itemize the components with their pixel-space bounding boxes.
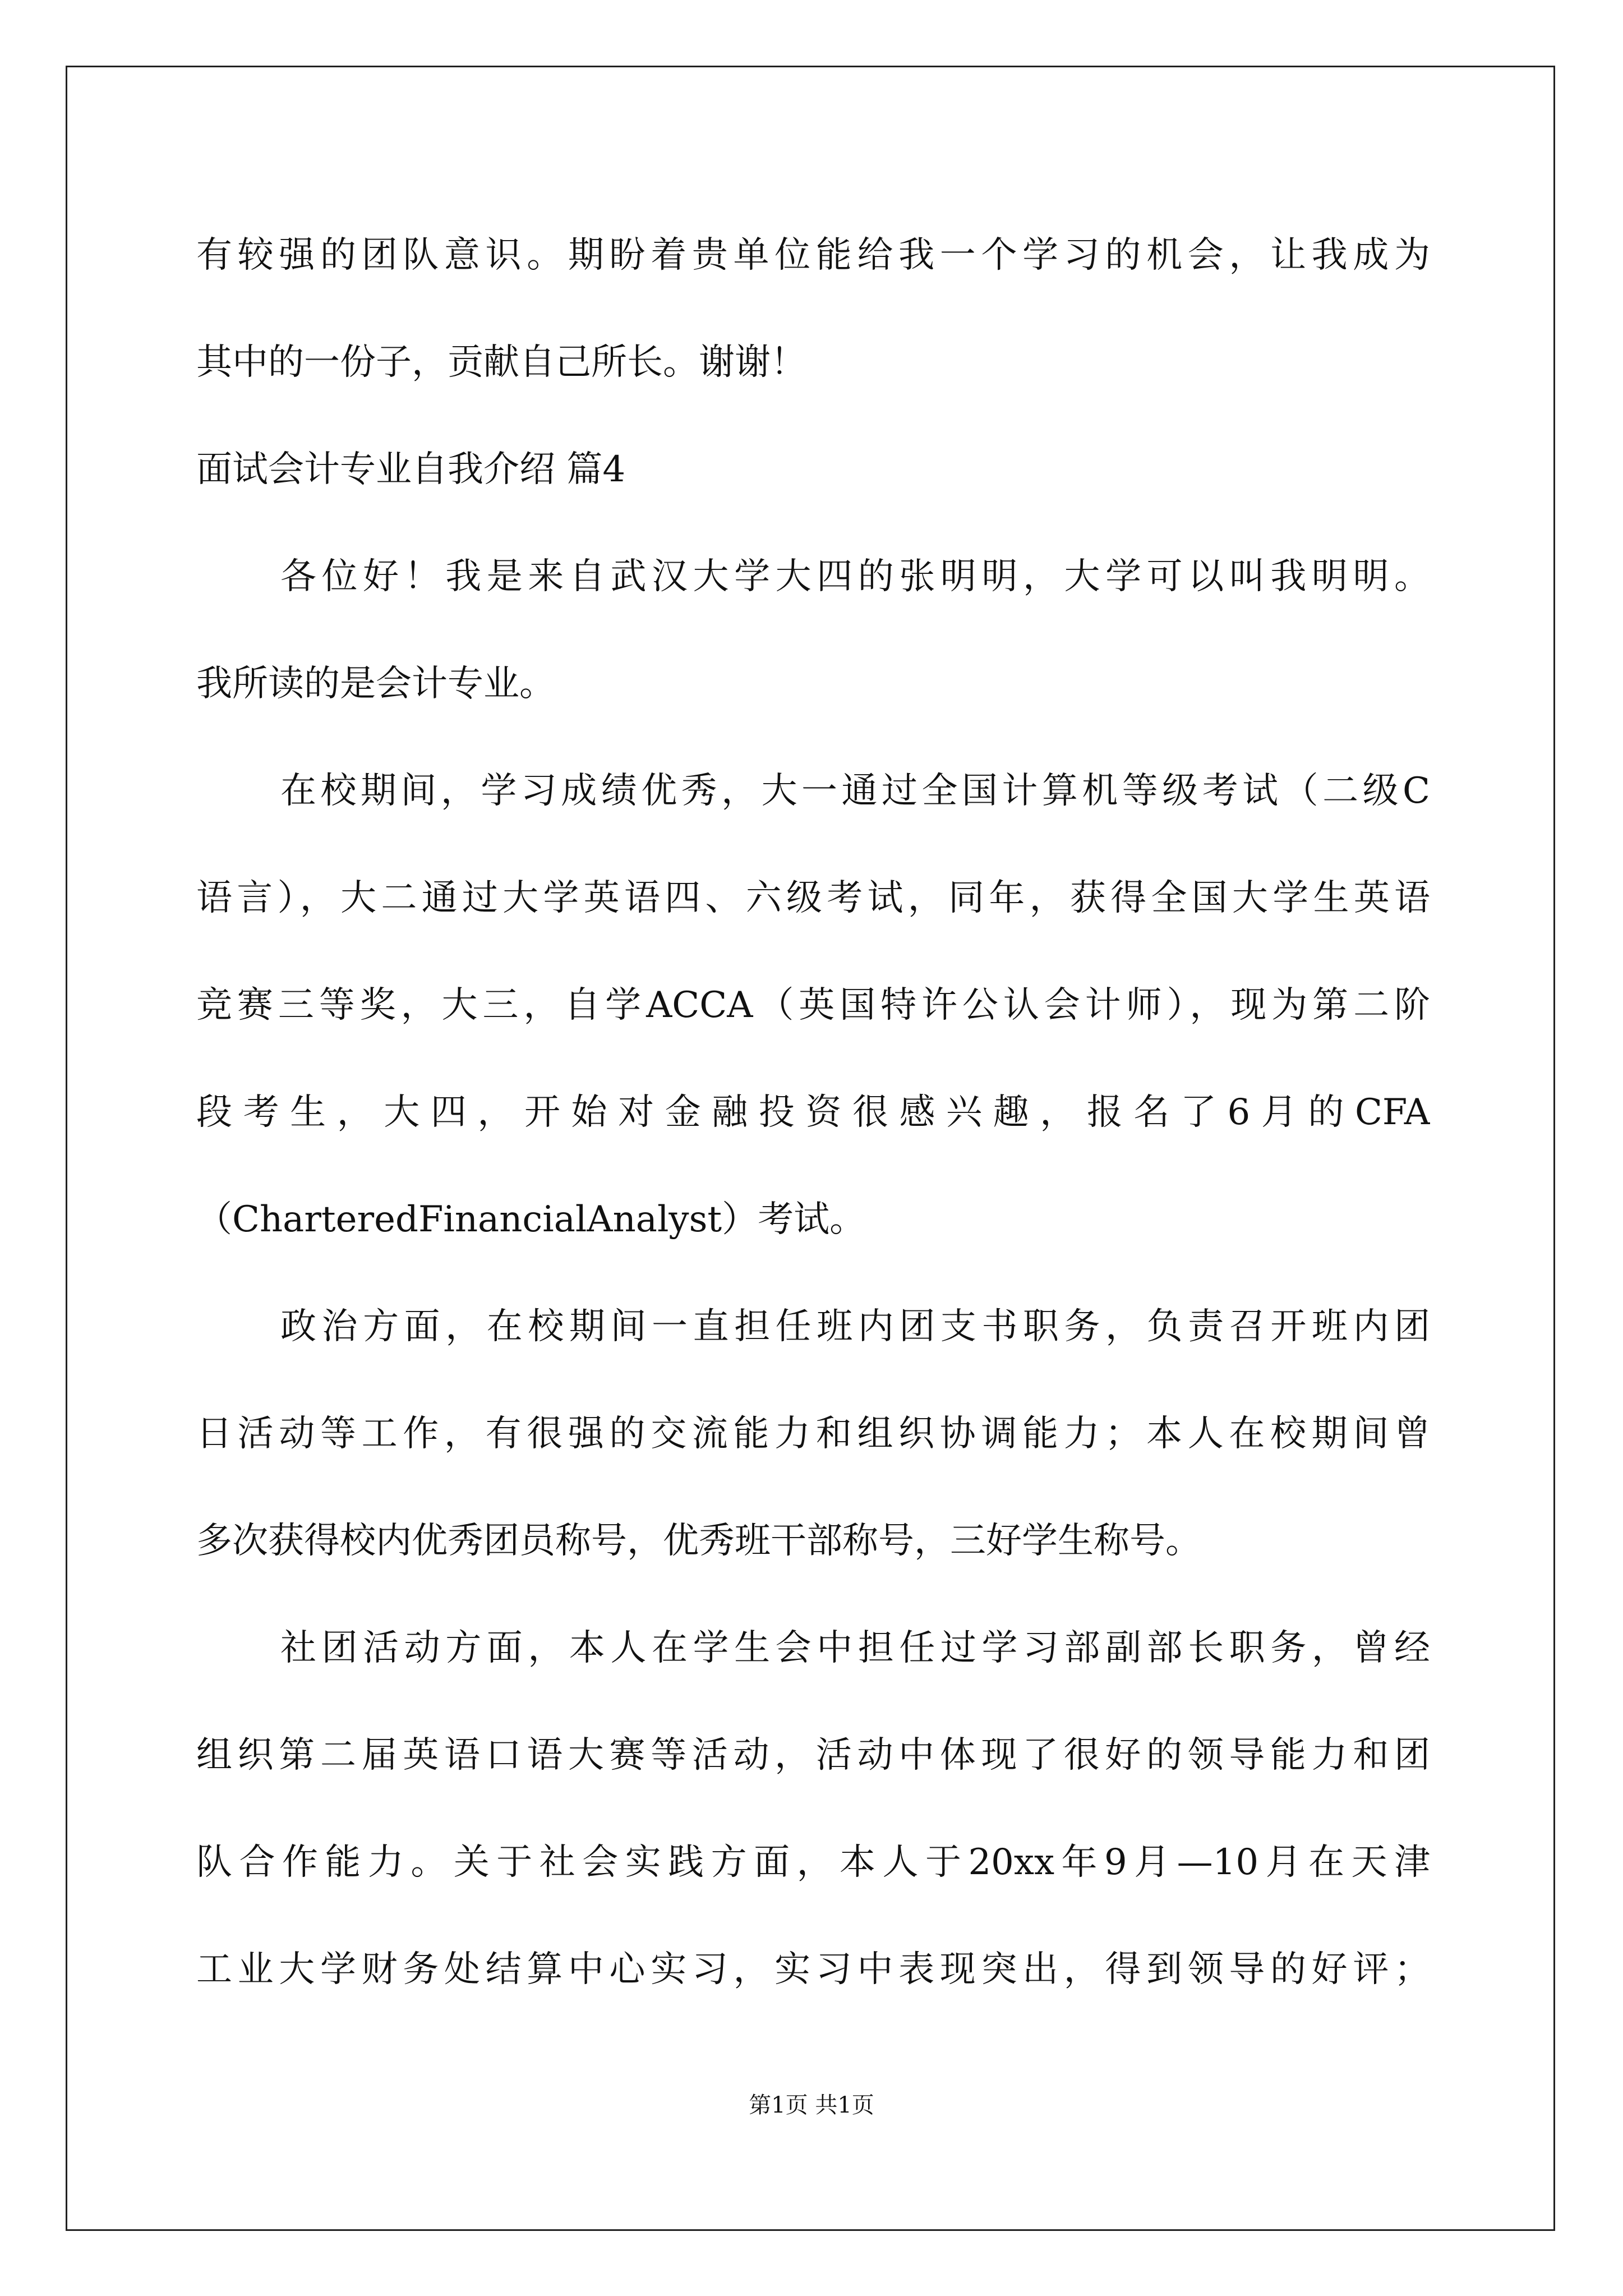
body-line-4: 各位好！我是来自武汉大学大四的张明明，大学可以叫我明明。	[280, 556, 1430, 597]
body-line-7: 语言），大二通过大学英语四、六级考试，同年，获得全国大学生英语	[196, 877, 1430, 919]
body-line-14: 社团活动方面，本人在学生会中担任过学习部副部长职务，曾经	[280, 1627, 1430, 1669]
body-line-9: 段考生，大四，开始对金融投资很感兴趣，报名了6月的CFA	[196, 1092, 1430, 1133]
body-line-16: 队合作能力。关于社会实践方面，本人于20xx年9月—10月在天津	[196, 1842, 1430, 1883]
body-line-12: 日活动等工作，有很强的交流能力和组织协调能力；本人在校期间曾	[196, 1413, 1430, 1455]
page-footer: 第1页 共1页	[749, 2092, 874, 2118]
document-body	[196, 202, 1430, 2023]
body-line-6: 在校期间，学习成绩优秀，大一通过全国计算机等级考试（二级C	[280, 770, 1430, 812]
section-heading: 面试会计专业自我介绍 篇4	[196, 449, 626, 490]
body-line-5: 我所读的是会计专业。	[196, 663, 555, 705]
body-line-17: 工业大学财务处结算中心实习，实习中表现突出，得到领导的好评；	[196, 1949, 1430, 1990]
body-line-8: 竞赛三等奖，大三，自学ACCA（英国特许公认会计师），现为第二阶	[196, 984, 1430, 1026]
body-line-2: 其中的一份子，贡献自己所长。谢谢！	[196, 342, 806, 383]
body-line-1: 有较强的团队意识。期盼着贵单位能给我一个学习的机会，让我成为	[196, 234, 1430, 276]
body-line-11: 政治方面，在校期间一直担任班内团支书职务，负责召开班内团	[280, 1306, 1430, 1347]
body-line-13: 多次获得校内优秀团员称号，优秀班干部称号，三好学生称号。	[196, 1520, 1201, 1562]
body-line-10: （CharteredFinancialAnalyst）考试。	[196, 1199, 866, 1240]
body-line-15: 组织第二届英语口语大赛等活动，活动中体现了很好的领导能力和团	[196, 1734, 1430, 1776]
